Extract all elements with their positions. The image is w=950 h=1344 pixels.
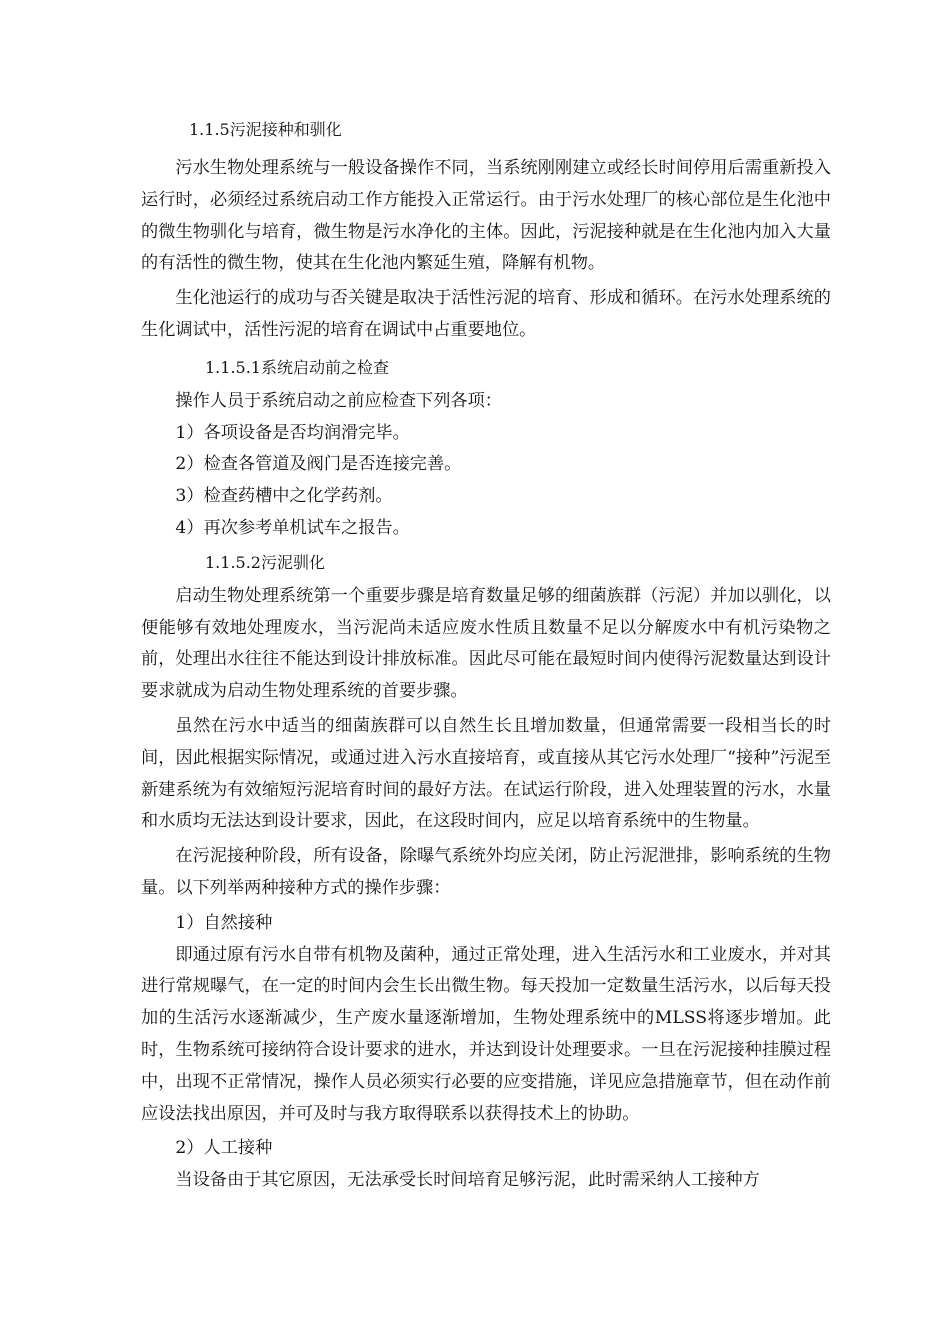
checklist-item-2: 2）检查各管道及阀门是否连接完善。 (175, 454, 462, 475)
method-1-label: 1）自然接种 (175, 912, 273, 933)
document-body (141, 112, 831, 1200)
paragraph-system-startup: 污水生物处理系统与一般设备操作不同，当系统刚刚建立或经长时间停用后需重新投入运行时，必须经过系统启动工作方能投入正常运行。由于污水处理厂的核心部位是生化池中的微生物驯化与培育，微生物是污水净化的主体。因此，污泥接种就是在生化池内加入大量的有活性的微生物，使其在生化池内繁延生殖，降解有机物。 (141, 158, 831, 274)
checklist-item-3: 3）检查药槽中之化学药剂。 (175, 486, 393, 507)
subsection-heading-1-1-5-2: 1.1.5.2污泥驯化 (205, 552, 325, 572)
checklist-item-1: 1）各项设备是否均润滑完毕。 (175, 422, 410, 443)
method-2-label: 2）人工接种 (175, 1138, 273, 1159)
paragraph-bacteria-cultivation: 启动生物处理系统第一个重要步骤是培育数量足够的细菌族群（污泥）并加以驯化，以便能够有效地处理废水，当污泥尚未适应废水性质且数量不足以分解废水中有机污染物之前，处理出水往往不能达到设计排放标准。因此尽可能在最短时间内使得污泥数量达到设计要求就成为启动生物处理系统的首要步骤。 (141, 585, 831, 702)
paragraph-manual-inoculation: 当设备由于其它原因，无法承受长时间培育足够污泥，此时需采纳人工接种方 (175, 1170, 760, 1191)
paragraph-activated-sludge: 生化池运行的成功与否关键是取决于活性污泥的培育、形成和循环。在污水处理系统的生化调试中，活性污泥的培育在调试中占重要地位。 (141, 288, 831, 340)
paragraph-inoculation-stage: 在污泥接种阶段，所有设备，除曝气系统外均应关闭，防止污泥泄排，影响系统的生物量。以下列举两种接种方式的操作步骤： (141, 846, 831, 898)
paragraph-inoculation-method: 虽然在污水中适当的细菌族群可以自然生长且增加数量，但通常需要一段相当长的时间，因此根据实际情况，或通过进入污水直接培育，或直接从其它污水处理厂“接种”污泥至新建系统为有效缩短污泥培育时间的最好方法。在试运行阶段，进入处理装置的污水，水量和水质均无法达到设计要求，因此，在这段时间内，应足以培育系统中的生物量。 (141, 715, 831, 832)
subsection-heading-1-1-5-1: 1.1.5.1系统启动前之检查 (205, 357, 389, 377)
checklist-intro: 操作人员于系统启动之前应检查下列各项： (175, 390, 502, 411)
paragraph-natural-inoculation: 即通过原有污水自带有机物及菌种，通过正常处理，进入生活污水和工业废水，并对其进行常规曝气，在一定的时间内会生长出微生物。每天投加一定数量生活污水，以后每天投加的生活污水逐渐减少，生产废水量逐渐增加，生物处理系统中的MLSS将逐步增加。此时，生物系统可接纳符合设计要求的进水，并达到设计处理要求。一旦在污泥接种挂膜过程中，出现不正常情况，操作人员必须实行必要的应变措施，详见应急措施章节，但在动作前应设法找出原因，并可及时与我方取得联系以获得技术上的协助。 (141, 944, 831, 1124)
checklist-item-4: 4）再次参考单机试车之报告。 (175, 517, 410, 538)
section-heading-1-1-5: 1.1.5污泥接种和驯化 (189, 120, 342, 139)
